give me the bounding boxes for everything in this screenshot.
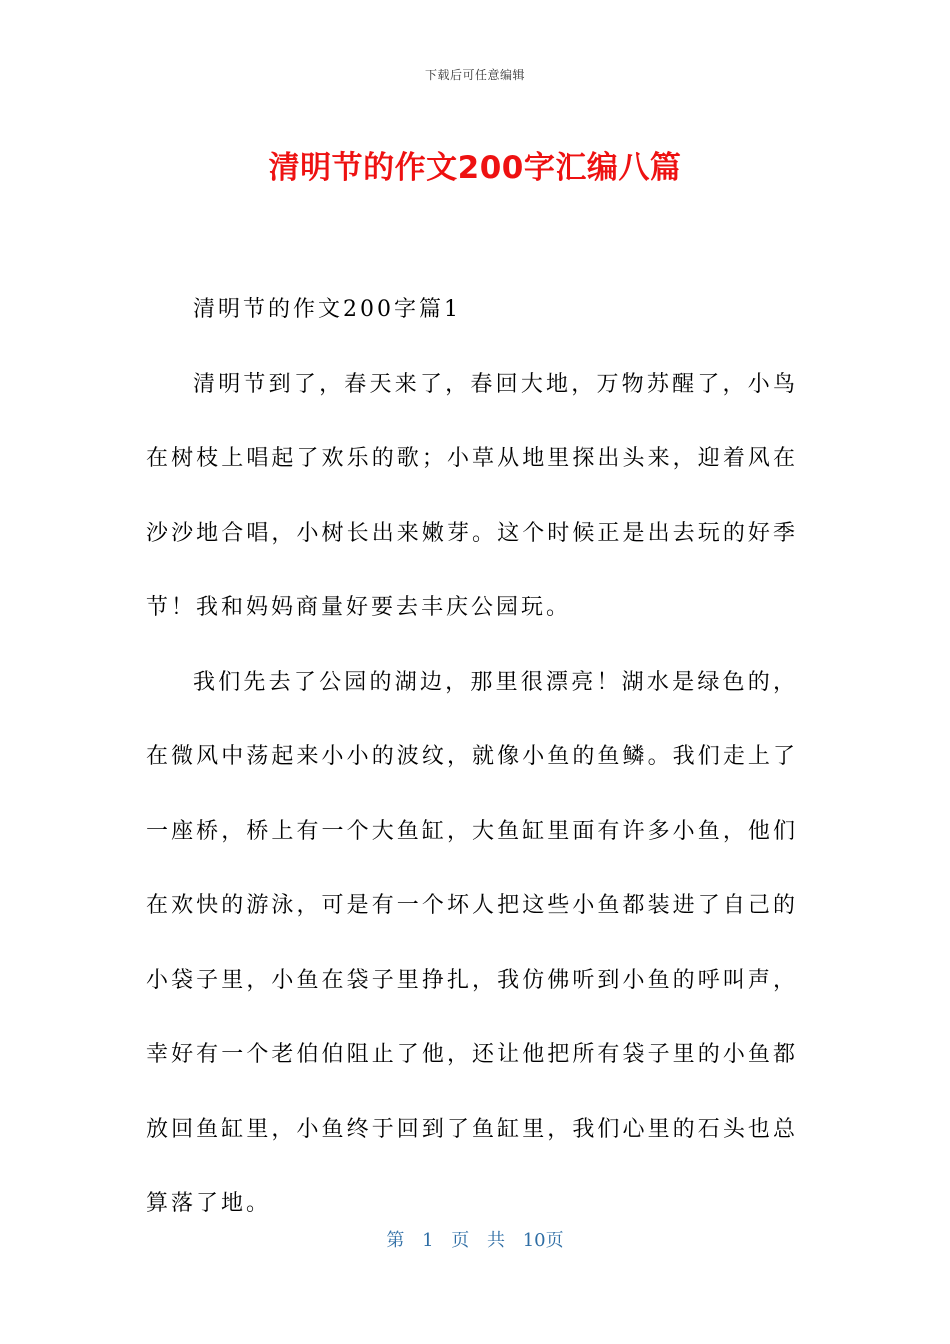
- paragraph: 清明节到了，春天来了，春回大地，万物苏醒了，小鸟在树枝上唱起了欢乐的歌；小草从地里探出头来，迎着风在沙沙地合唱，小树长出来嫩芽。这个时候正是出去玩的好季节！我和妈妈商量好要去丰庆公园玩。: [146, 371, 798, 620]
- header-note: 下载后可任意编辑: [424, 68, 525, 82]
- section-heading: 清明节的作文200字篇1: [193, 297, 461, 322]
- footer-total-prefix: 共: [487, 1230, 505, 1251]
- page-number-footer: [0, 1226, 950, 1252]
- footer-prefix: 第: [386, 1230, 405, 1251]
- footer-page-word: 页: [451, 1230, 470, 1251]
- paragraph: 我们先去了公园的湖边，那里很漂亮！湖水是绿色的，在微风中荡起来小小的波纹，就像小鱼的鱼鳞。我们走上了一座桥，桥上有一个大鱼缸，大鱼缸里面有许多小鱼，他们在欢快的游泳，可是有一个坏人把这些小鱼都装进了自己的小袋子里，小鱼在袋子里挣扎，我仿佛听到小鱼的呼叫声，幸好有一个老伯伯阻止了他，还让他把所有袋子里的小鱼都放回鱼缸里，小鱼终于回到了鱼缸里，我们心里的石头也总算落了地。: [146, 669, 798, 1216]
- current-page-number: 1: [422, 1230, 434, 1251]
- document-body: [146, 273, 798, 1242]
- total-pages: 10页: [522, 1230, 564, 1251]
- document-title: 清明节的作文200字汇编八篇: [268, 150, 682, 186]
